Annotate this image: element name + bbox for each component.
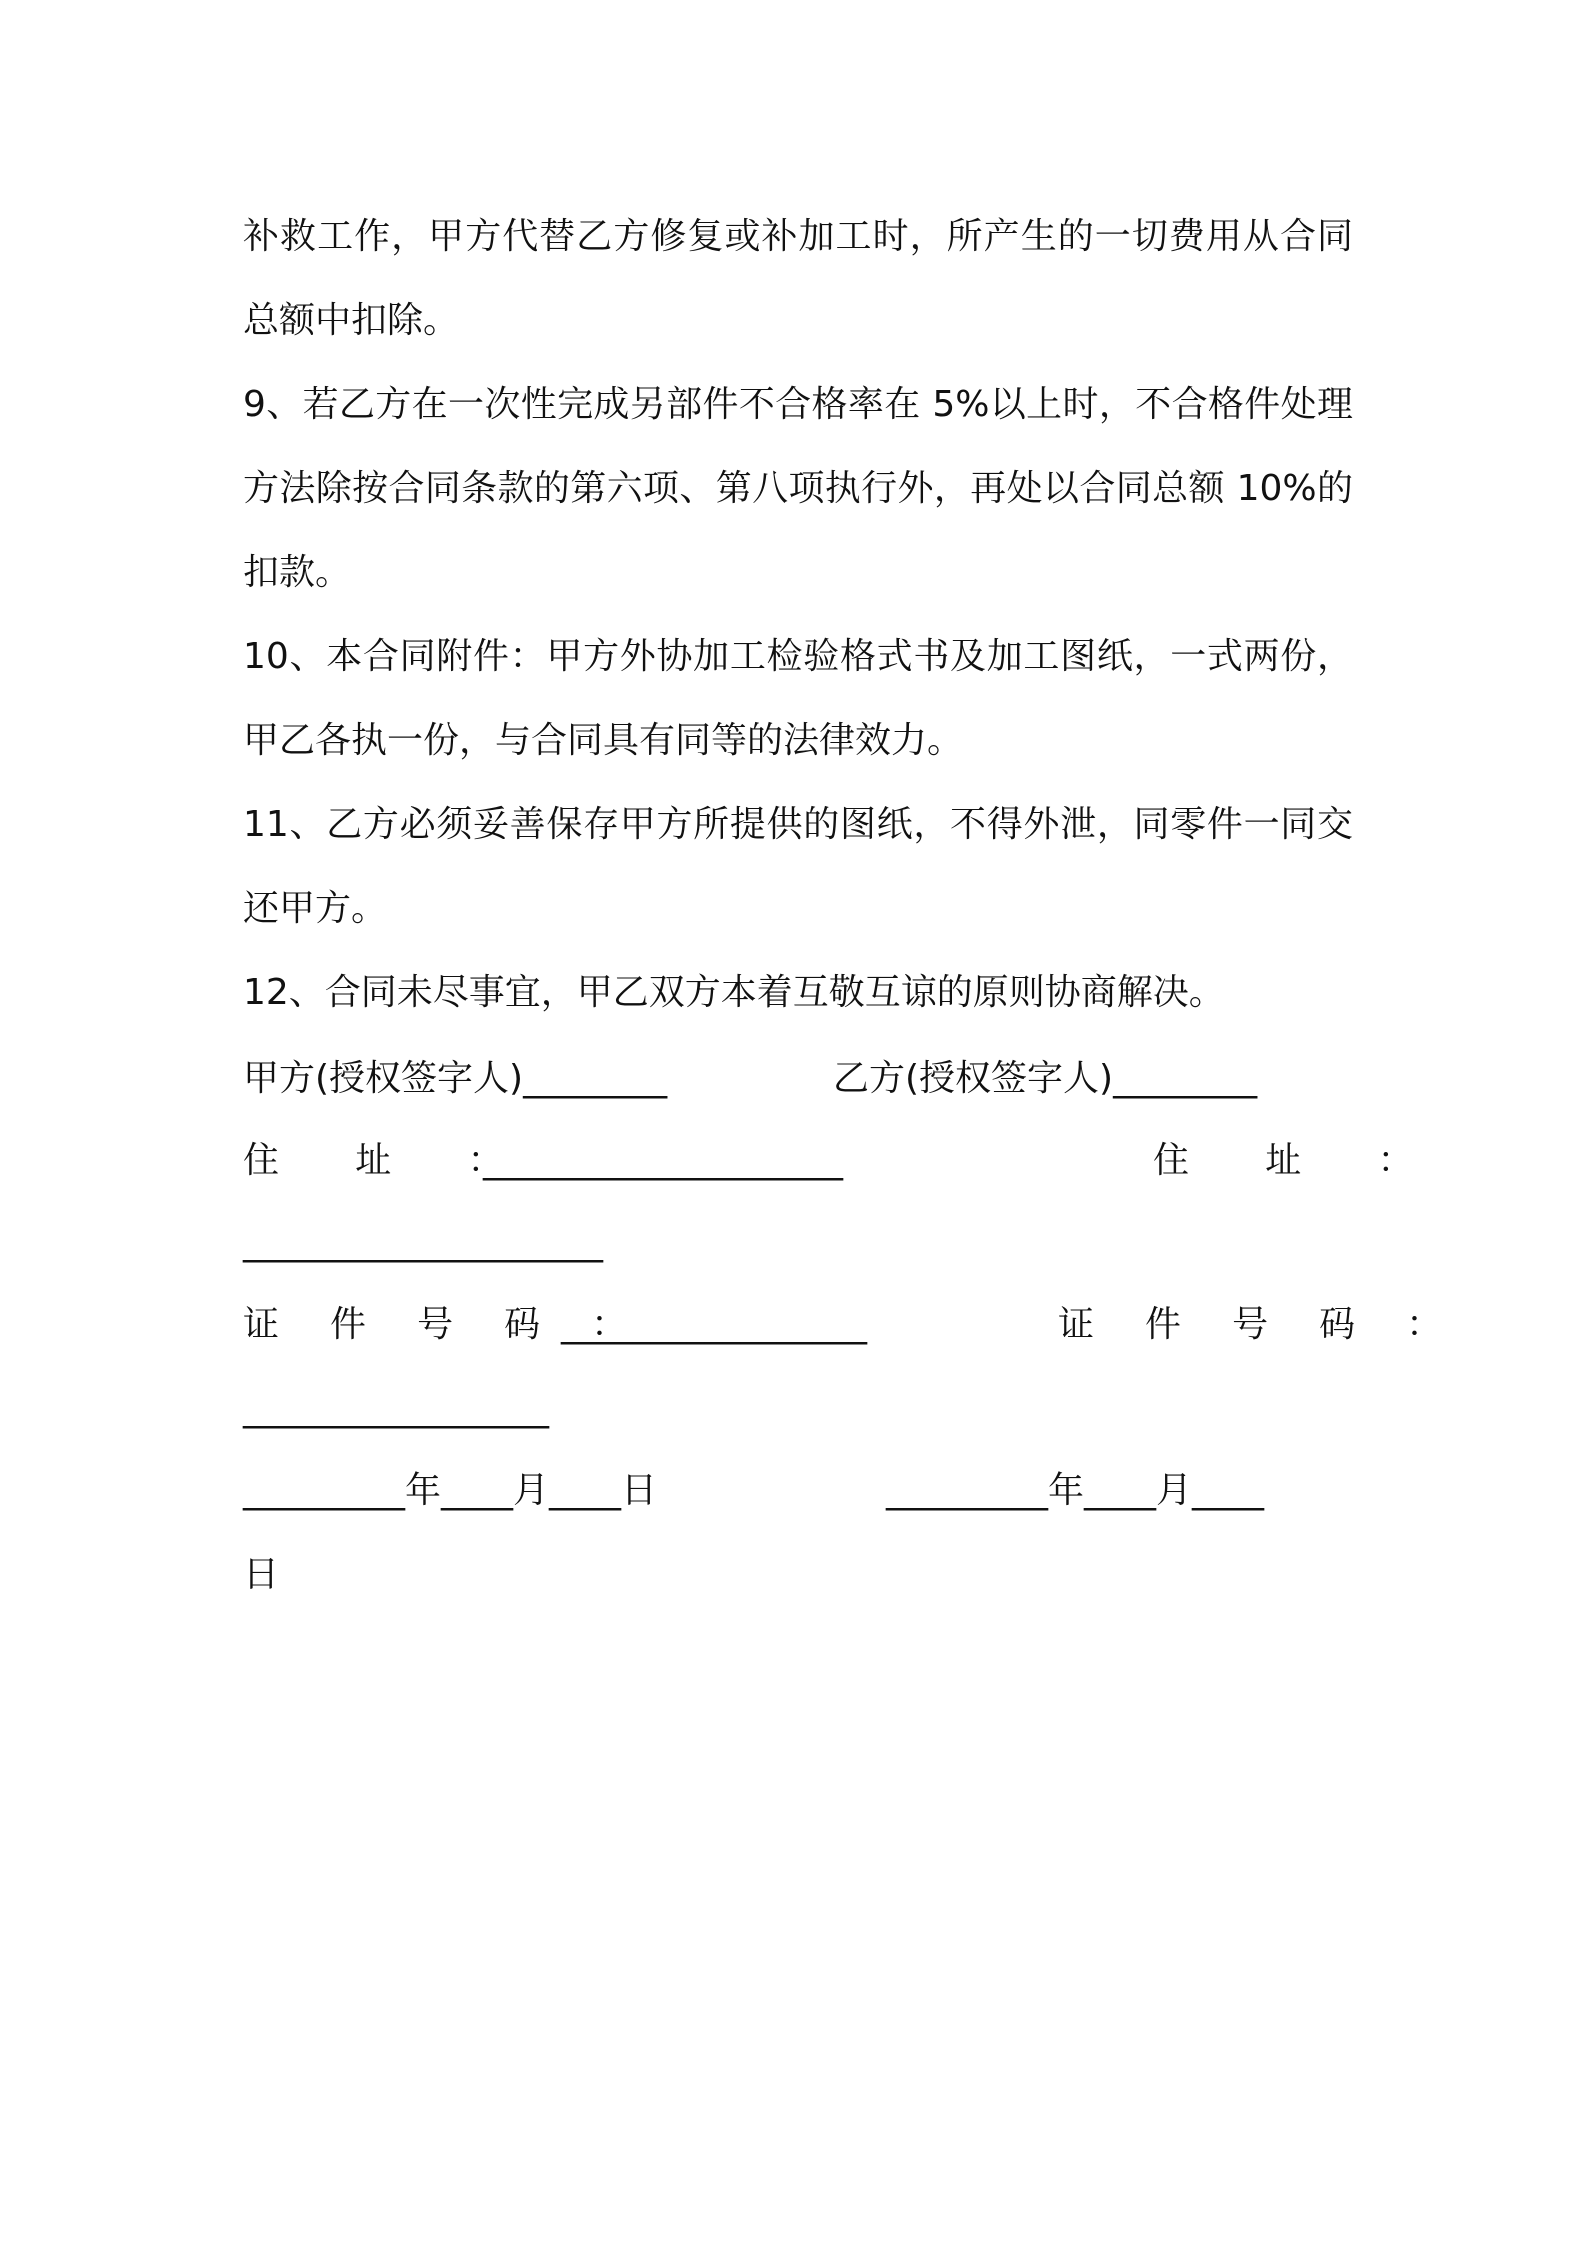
contract-clauses [243,195,1353,1035]
address-row [243,1120,1446,1202]
date-row [243,1450,1353,1534]
signature-block [243,1038,1462,1616]
id-row [243,1284,1462,1368]
clause-continuation: 补救工作，甲方代替乙方修复或补加工时，所产生的一切费用从合同总额中扣除。 [243,216,1353,341]
date-b-day: 日 [243,1554,280,1595]
clause-9: 9、若乙方在一次性完成另部件不合格率在 5%以上时，不合格件处理方法除按合同条款的第六项、第八项执行外，再处以合同总额 10%的扣款。 [243,384,1353,593]
id-blank-b: _________________ [243,1388,549,1429]
address-blank-a: ____________________ [483,1140,843,1181]
id-row-2 [243,1368,1353,1450]
date-row-2 [243,1534,1353,1616]
party-a-signer: 甲方(授权签字人)________ [243,1058,668,1099]
address-blank-b: ____________________ [243,1222,603,1263]
party-b-signer: 乙方(授权签字人)________ [833,1058,1258,1099]
date-a: _________年____月____日 [243,1470,657,1511]
clause-11: 11、乙方必须妥善保存甲方所提供的图纸，不得外泄，同零件一同交还甲方。 [243,804,1353,929]
id-blank-a: _________________ [561,1304,867,1345]
clause-12: 12、合同未尽事宜，甲乙双方本着互敬互谅的原则协商解决。 [243,972,1225,1013]
date-b: _________年____月____ [886,1470,1264,1511]
id-label-b: 证 件 号 码 ： [1058,1304,1462,1345]
address-row-2 [243,1202,1353,1284]
address-label-a: 住 址 ： [243,1140,536,1181]
signer-row [243,1038,1353,1120]
address-label-b: 住 址 ： [1153,1140,1446,1181]
clause-10: 10、本合同附件：甲方外协加工检验格式书及加工图纸，一式两份，甲乙各执一份，与合同具有同等的法律效力。 [243,636,1353,761]
id-label-a: 证 件 号 码 ： [243,1304,647,1345]
